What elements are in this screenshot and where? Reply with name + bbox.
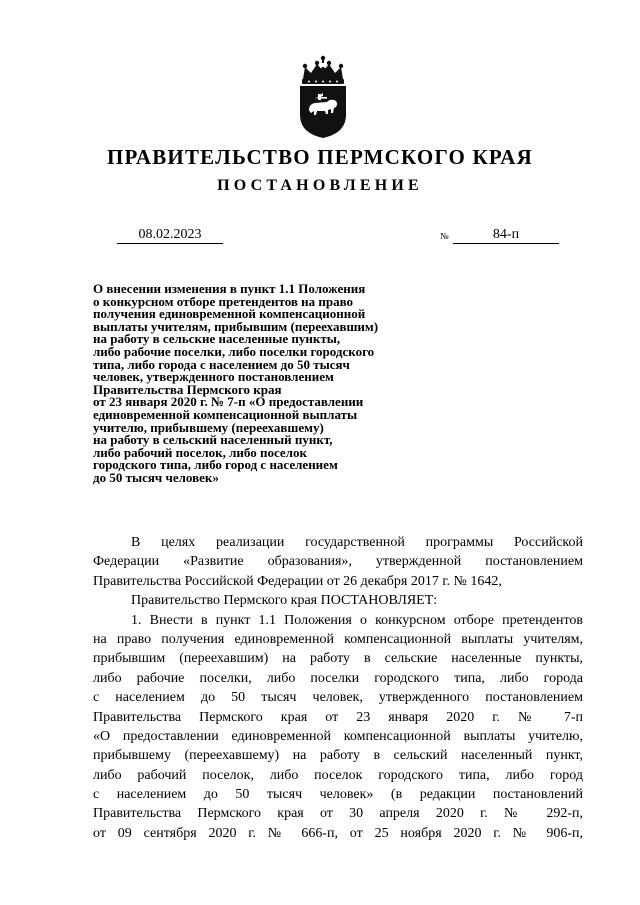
body-line: либо рабочие поселки, либо поселки городского типа, либо города: [93, 670, 583, 686]
subject-line: на работу в сельский населенный пункт,: [93, 432, 333, 448]
body-line: прибывшим (переехавшим) на работу в сельские населенные пункты,: [93, 651, 583, 667]
preamble-paragraph: [93, 533, 583, 591]
subject-line: до 50 тысяч человек»: [93, 469, 219, 485]
body-line: Правительства Пермского края от 30 апреля 2020 г. № 292-п,: [93, 806, 583, 822]
body-line: Правительства Пермского края от 23 января 2020 г. № 7-п: [93, 709, 583, 725]
body-line: от 09 сентября 2020 г. № 666-п, от 25 ноября 2020 г. № 906-п,: [93, 825, 583, 841]
subject-line: типа, либо города с населением до 50 тысяч: [93, 356, 350, 372]
body-line: с населением до 50 тысяч человек» (в редакции постановлений: [93, 787, 583, 803]
body-line: прибывшему (переехавшему) на работу в сельский населенный пункт,: [93, 748, 583, 764]
document-type: ПОСТАНОВЛЕНИЕ: [217, 177, 423, 194]
subject-line: Правительства Пермского края: [93, 381, 282, 397]
subject-line: О внесении изменения в пункт 1.1 Положения: [93, 281, 366, 296]
resolution-paragraph: [93, 591, 583, 610]
body-line: Федерации «Развитие образования», утвержденной постановлением: [93, 554, 583, 570]
document-number: 84-п: [453, 227, 559, 244]
subject-line: человек, утвержденного постановлением: [93, 369, 334, 385]
document-date: 08.02.2023: [117, 227, 223, 244]
body-line: Правительство Пермского края ПОСТАНОВЛЯЕТ:: [131, 593, 438, 609]
body-line: «О предоставлении единовременной компенсационной выплаты учителю,: [93, 728, 583, 744]
subject-line: либо рабочие поселки, либо поселки городского: [93, 343, 375, 359]
subject-line: городского типа, либо город с населением: [93, 457, 338, 473]
subject-line: выплаты учителям, прибывшим (переехавшим): [93, 318, 379, 334]
document-subject: [93, 283, 453, 485]
subject-line: единовременной компенсационной выплаты: [93, 406, 358, 422]
subject-line: либо рабочий поселок, либо поселок: [93, 444, 307, 460]
document-body: [93, 533, 583, 843]
body-line: либо рабочий поселок, либо поселок городского типа, либо город: [93, 767, 583, 783]
item-1-paragraph: [93, 611, 583, 844]
body-line: Правительства Российской Федерации от 26 декабря 2017 г. № 1642,: [93, 573, 502, 589]
number-sign: №: [440, 231, 449, 241]
subject-line: на работу в сельские населенные пункты,: [93, 331, 341, 347]
body-line: 1. Внести в пункт 1.1 Положения о конкурсном отборе претендентов: [131, 612, 583, 628]
body-line: на право получения единовременной компенсационной выплаты учителям,: [93, 631, 583, 647]
perm-krai-coat-of-arms-icon: [297, 55, 349, 139]
subject-line: от 23 января 2020 г. № 7-п «О предоставлении: [93, 394, 364, 410]
body-line: В целях реализации государственной программы Российской: [131, 535, 583, 550]
subject-line: получения единовременной компенсационной: [93, 306, 366, 322]
body-line: с населением до 50 тысяч человек, утвержденного постановлением: [93, 690, 583, 706]
government-title: ПРАВИТЕЛЬСТВО ПЕРМСКОГО КРАЯ: [106, 145, 533, 169]
subject-line: о конкурсном отборе претендентов на право: [93, 293, 354, 309]
subject-line: учителю, прибывшему (переехавшему): [93, 419, 324, 435]
